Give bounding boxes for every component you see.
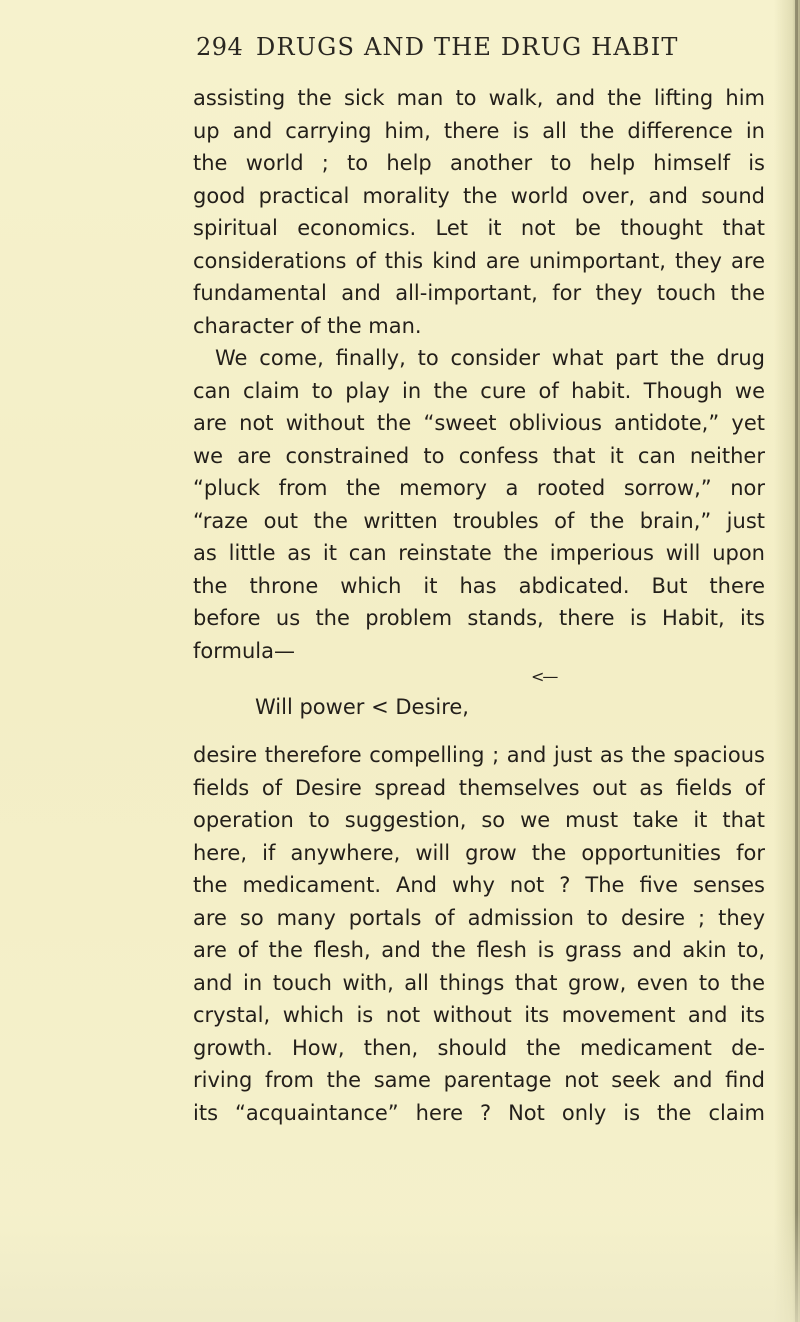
text-line: its “acquaintance” here ? Not only is the claim — [193, 1100, 765, 1125]
text-line: assisting the sick man to walk, and the lifting him — [193, 86, 765, 110]
habit-formula — [193, 667, 765, 733]
text-line: the throne which it has abdicated. But there — [193, 573, 765, 598]
text-line: before us the problem stands, there is Habit, its — [193, 606, 765, 630]
text-line: are not without the “sweet oblivious antidote,” yet — [193, 411, 765, 435]
body-text — [193, 82, 765, 1129]
paragraph-1 — [193, 82, 765, 342]
text-line: we are constrained to confess that it can neither — [193, 443, 765, 468]
text-line: good practical morality the world over, and sound — [193, 183, 765, 208]
text-line: as little as it can reinstate the imperious will upon — [193, 541, 765, 565]
text-line: “raze out the written troubles of the brain,” just — [193, 508, 765, 533]
text-line: growth. How, then, should the medicament de- — [193, 1035, 765, 1060]
page-bottom-shade — [0, 1212, 800, 1322]
text-line: up and carrying him, there is all the difference in — [193, 118, 765, 143]
text-line: here, if anywhere, will grow the opportunities for — [193, 840, 765, 865]
arrow-mark: <— — [531, 667, 557, 686]
text-line: can claim to play in the cure of habit. Though we — [193, 378, 765, 403]
text-line: are so many portals of admission to desire ; they — [193, 905, 765, 930]
page-number: 294 — [196, 33, 244, 61]
formula-text: Will power < Desire, — [255, 695, 469, 719]
paragraph-3 — [193, 739, 765, 1129]
running-head: DRUGS AND THE DRUG HABIT — [256, 33, 679, 61]
text-line: fields of Desire spread themselves out as fields of — [193, 775, 765, 800]
text-line: the medicament. And why not ? The five senses — [193, 873, 765, 897]
text-line: are of the flesh, and the flesh is grass and akin to, — [193, 938, 765, 962]
text-line: spiritual economics. Let it not be thought that — [193, 216, 765, 240]
text-line: desire therefore compelling ; and just as the spacious — [193, 743, 765, 767]
text-line: the world ; to help another to help himself is — [193, 151, 765, 175]
page-edge — [795, 0, 798, 1322]
text-line: “pluck from the memory a rooted sorrow,” nor — [193, 476, 765, 500]
text-line: and in touch with, all things that grow, even to the — [193, 970, 765, 995]
page-header — [196, 33, 756, 73]
text-line: considerations of this kind are unimportant, they are — [193, 248, 765, 273]
paragraph-2 — [193, 342, 765, 667]
text-line: crystal, which is not without its movement and its — [193, 1003, 765, 1027]
text-line: riving from the same parentage not seek and find — [193, 1068, 765, 1092]
text-line: character of the man. — [193, 313, 422, 338]
text-line: fundamental and all-important, for they touch the — [193, 281, 765, 305]
text-line: We come, finally, to consider what part the drug — [215, 346, 765, 370]
text-line: formula— — [193, 638, 295, 663]
text-line: operation to suggestion, so we must take it that — [193, 808, 765, 832]
